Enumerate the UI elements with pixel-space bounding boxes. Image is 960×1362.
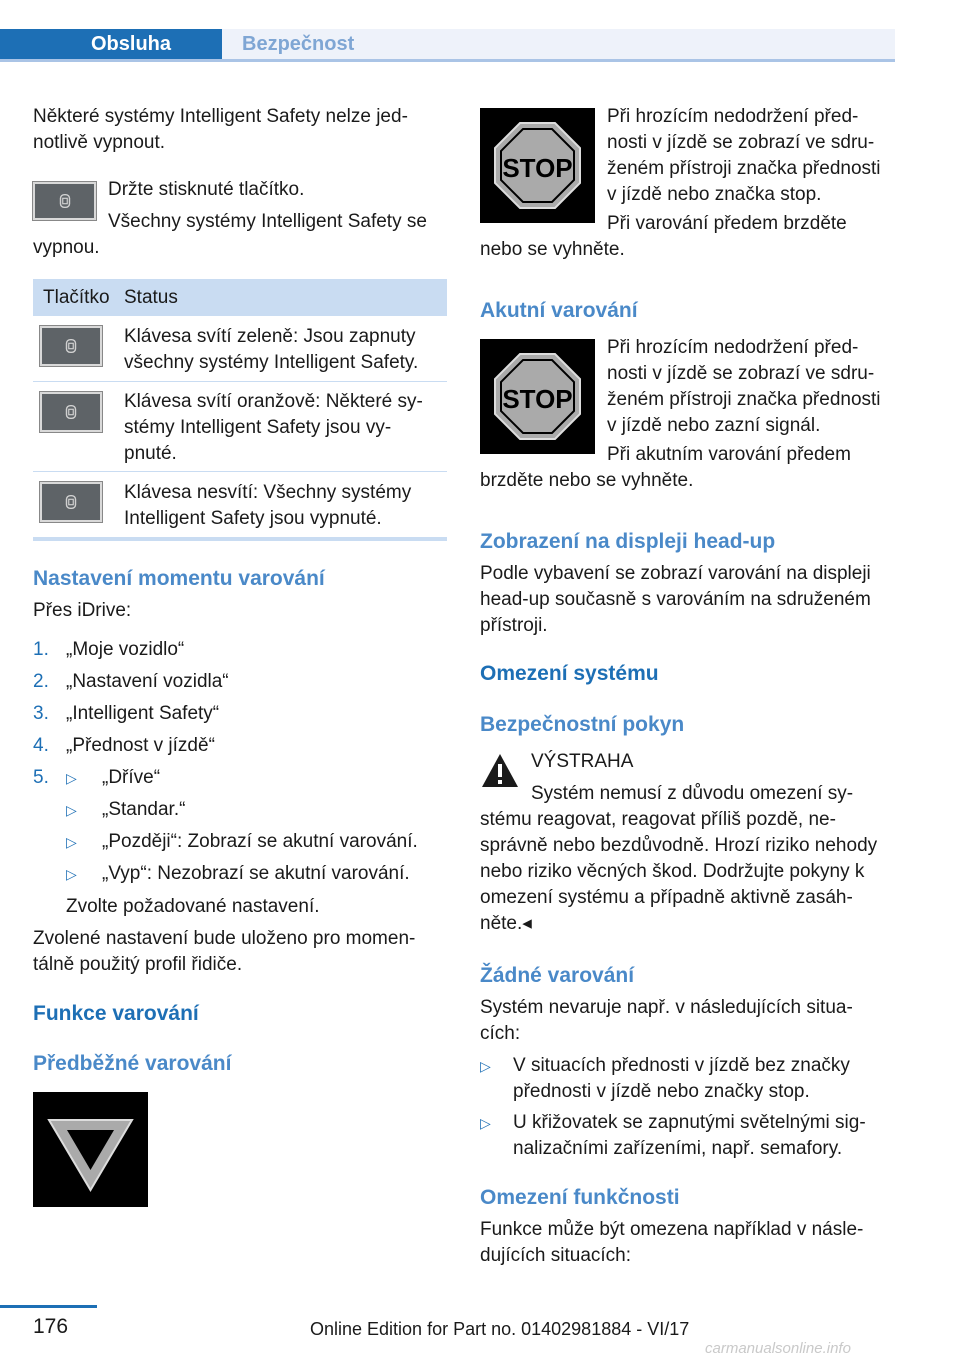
text-line: Při hrozícím nedodržení před- [607,106,859,127]
table-row-status [124,324,454,376]
header-tabs [0,29,895,63]
text-line: správně nebo bezdůvodně. Hrozí riziko nehody [480,835,878,856]
text-line: ženém přístroji značka přednosti [607,389,881,410]
intro-paragraph [33,104,453,156]
stop-label: STOP [502,384,573,414]
choose-text: Zvolte požadované nastavení. [66,896,320,917]
text-line: nosti v jízdě se zobrazí ve sdru- [607,363,875,384]
edition-text: Online Edition for Part no. 01402981884 - VI/17 [310,1319,690,1339]
car-safety-icon [62,337,80,355]
text-line: U křižovatek se zapnutými světelnými sig- [513,1112,866,1133]
text-line: přednosti v jízdě nebo značky stop. [513,1081,810,1102]
car-safety-icon [62,493,80,511]
tab-obsluha[interactable]: Obsluha [0,29,222,59]
pre-warning-paragraph [607,104,907,208]
section-heading-timing: Nastavení momentu varování [33,567,325,590]
text-line: něte.◂ [480,913,532,934]
text-line: ženém přístroji značka přednosti [607,158,881,179]
button-orange-icon [40,392,102,432]
button-off-icon [40,482,102,522]
car-safety-icon [56,192,74,210]
text-line: Klávesa nesvítí: Všechny systémy [124,482,412,503]
column-header-status: Status [124,287,178,308]
header-divider [0,59,895,62]
text-line: Podle vybavení se zobrazí varování na displeji [480,563,871,584]
section-heading-acute: Akutní varování [480,299,638,322]
text-line: v jízdě nebo značka stop. [607,184,822,205]
text-line: cích: [480,1023,521,1044]
row-divider [33,471,447,472]
tab-bezpecnost[interactable]: Bezpečnost [222,29,895,59]
page-number: 176 [33,1315,69,1338]
table-row-status [124,389,454,467]
bullet-item [513,1110,913,1162]
text-line: v jízdě nebo zazní signál. [607,415,821,436]
car-safety-icon [62,403,80,421]
yield-triangle-icon [33,1092,148,1207]
off-paragraph [33,209,463,261]
step-number: 5. [33,767,49,788]
saved-paragraph [33,926,463,978]
step-text: „Nastavení vozidla“ [66,671,229,692]
warning-title: VÝSTRAHA [531,751,634,772]
triangle-bullet-icon: ▷ [66,834,77,850]
row-divider [33,381,447,382]
step-number: 4. [33,735,49,756]
stop-label: STOP [502,153,573,183]
text-line: brzděte nebo se vyhněte. [480,470,694,491]
table-bottom-rule [33,537,447,541]
section-heading-func-limits: Omezení funkčnosti [480,1186,680,1209]
triangle-bullet-icon: ▷ [480,1115,491,1131]
step-number: 3. [33,703,49,724]
step-number: 1. [33,639,49,660]
text-line: Při akutním varování předem [607,444,851,465]
section-heading-function: Funkce varování [33,1002,199,1025]
text-line: Klávesa svítí zeleně: Jsou zapnuty [124,326,416,347]
section-heading-hud: Zobrazení na displeji head-up [480,530,776,553]
text-line: Intelligent Safety jsou vypnuté. [124,508,382,529]
section-heading-no-warning: Žádné varování [480,964,635,987]
triangle-bullet-icon: ▷ [66,770,77,786]
text-line: Systém nemusí z důvodu omezení sy- [531,783,854,804]
text-line: omezení systému a případně aktivně zasáh- [480,887,853,908]
func-limits-paragraph [480,1217,910,1269]
no-warning-paragraph [480,995,910,1047]
button-green-icon [40,326,102,366]
stop-octagon-icon [480,339,595,454]
yield-sign-icon [33,1092,148,1207]
substep-text: „Standar.“ [102,799,186,820]
step-text: „Přednost v jízdě“ [66,735,215,756]
text-line: Klávesa svítí oranžově: Některé sy- [124,391,423,412]
stop-octagon-icon [480,108,595,223]
step-text: „Moje vozidlo“ [66,639,185,660]
substep-text: „Vyp“: Nezobrazí se akutní varování. [102,863,410,884]
triangle-bullet-icon: ▷ [66,802,77,818]
text-line: pnuté. [124,443,177,464]
text-line: Některé systémy Intelligent Safety nelze jed- [33,106,408,127]
section-heading-safety: Bezpečnostní pokyn [480,713,685,736]
substep-text: „Později“: Zobrazí se akutní varování. [102,831,418,852]
column-header-button: Tlačítko [43,287,110,308]
stop-sign-icon [480,108,595,223]
section-heading-pre: Předběžné varování [33,1052,232,1075]
acute-brake-paragraph [480,442,910,494]
via-idrive: Přes iDrive: [33,600,132,621]
table-row-status [124,480,454,532]
text-line: notlivě vypnout. [33,132,166,153]
text-line: vypnou. [33,237,100,258]
footer-accent-line [0,1305,97,1308]
watermark: carmanualsonline.info [705,1340,851,1357]
acute-warning-paragraph [607,335,907,439]
warning-paragraph [480,781,920,937]
triangle-bullet-icon: ▷ [480,1058,491,1074]
text-line: dujících situacích: [480,1245,632,1266]
table-header [33,279,447,316]
text-line: Při hrozícím nedodržení před- [607,337,859,358]
text-line: stému reagovat, reagovat příliš pozdě, ne- [480,809,836,830]
text-line: nosti v jízdě se zobrazí ve sdru- [607,132,875,153]
step-text: „Dříve“ [102,767,161,788]
text-line: nebo se vyhněte. [480,239,625,260]
section-heading-limits: Omezení systému [480,662,659,685]
text-line: přístroji. [480,615,548,636]
pre-brake-paragraph [480,211,910,263]
text-line: Funkce může být omezena například v násle- [480,1219,864,1240]
text-line: nalizačními zařízeními, např. semafory. [513,1138,843,1159]
step-number: 2. [33,671,49,692]
stop-sign-icon [480,339,595,454]
bullet-item [513,1053,913,1105]
text-line: nebo riziko věcných škod. Dodržujte pokyny k [480,861,865,882]
text-line: V situacích přednosti v jízdě bez značky [513,1055,850,1076]
hold-text: Držte stisknuté tlačítko. [108,179,305,200]
text-line: Zvolené nastavení bude uloženo pro momen- [33,928,416,949]
step-text: „Intelligent Safety“ [66,703,220,724]
text-line: Při varování předem brzděte [607,213,847,234]
text-line: stémy Intelligent Safety jsou vy- [124,417,392,438]
hud-paragraph [480,561,910,639]
text-line: Systém nevaruje např. v následujících situa- [480,997,853,1018]
triangle-bullet-icon: ▷ [66,866,77,882]
text-line: všechny systémy Intelligent Safety. [124,352,419,373]
text-line: Všechny systémy Intelligent Safety se [108,211,427,232]
text-line: head-up současně s varováním na sdruženém [480,589,871,610]
text-line: tálně použitý profil řidiče. [33,954,243,975]
